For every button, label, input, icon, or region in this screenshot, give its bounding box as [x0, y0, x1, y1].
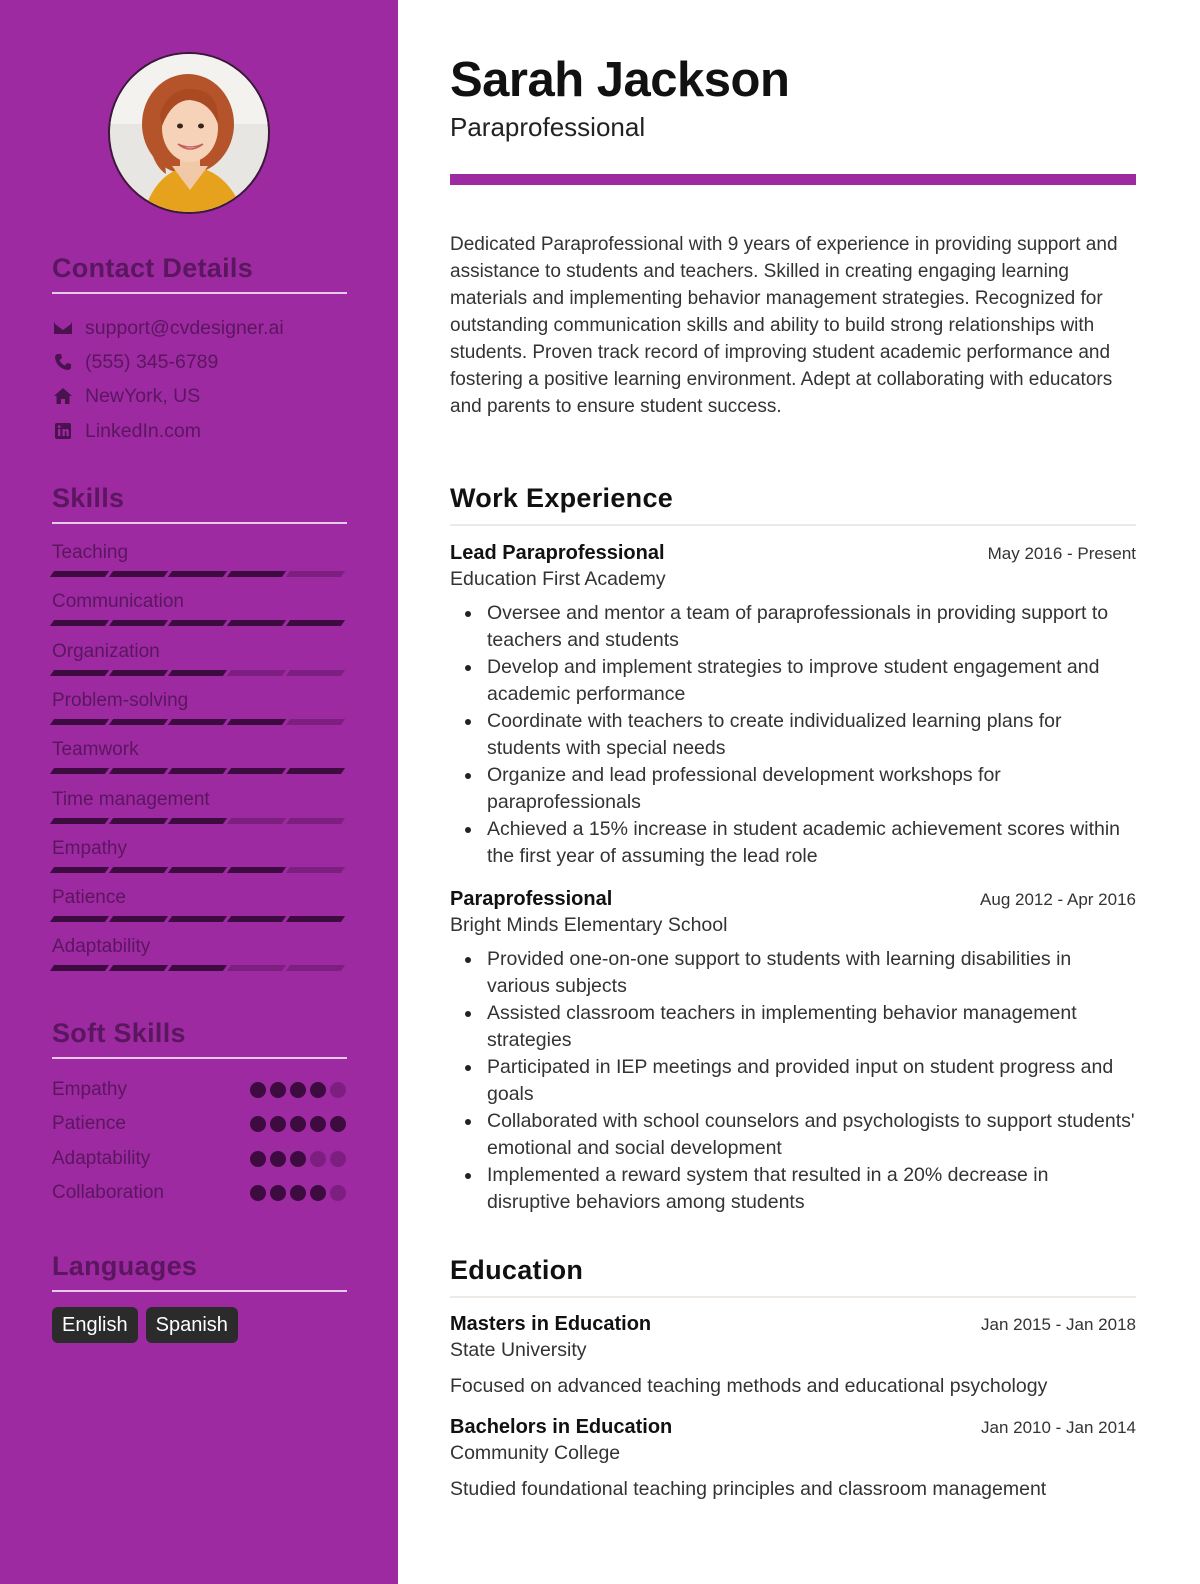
languages-list — [52, 1307, 238, 1343]
degree-date: Jan 2015 - Jan 2018 — [980, 1315, 1136, 1334]
skill-level-segment — [50, 867, 109, 873]
soft-skill-item — [52, 1146, 346, 1172]
contact-linkedin-text: LinkedIn.com — [85, 419, 201, 442]
contact-location — [52, 383, 200, 409]
contact-email[interactable] — [52, 315, 284, 341]
job-date: Aug 2012 - Apr 2016 — [980, 890, 1136, 909]
skill-level-segment — [168, 867, 227, 873]
skill-level-segment — [227, 916, 286, 922]
skill-level-segment — [168, 620, 227, 626]
skill-level-bar — [52, 818, 346, 824]
envelope-icon — [52, 318, 74, 338]
languages-heading: Languages — [52, 1251, 347, 1292]
contact-heading: Contact Details — [52, 253, 347, 294]
language-pill: Spanish — [146, 1307, 238, 1343]
education-entry — [450, 1313, 1136, 1398]
skill-label: Time management — [52, 789, 210, 810]
soft-skill-item — [52, 1180, 346, 1206]
skill-item — [52, 788, 346, 824]
candidate-role: Paraprofessional — [450, 112, 646, 142]
skill-level-segment — [168, 670, 227, 676]
skill-level-segment — [286, 818, 345, 824]
job-bullet: Implemented a reward system that resulted in a 20% decrease in disruptive behaviors among students — [450, 1162, 1136, 1216]
contact-phone-text: (555) 345-6789 — [85, 350, 219, 373]
soft-skill-label: Adaptability — [52, 1148, 151, 1169]
skill-level-bar — [52, 768, 346, 774]
contact-email-text: support@cvdesigner.ai — [85, 316, 284, 339]
job-organization: Bright Minds Elementary School — [450, 914, 728, 936]
linkedin-icon — [52, 421, 74, 441]
soft-skill-label: Patience — [52, 1113, 126, 1134]
skill-level-bar — [52, 670, 346, 676]
job-bullets — [450, 946, 1136, 1216]
work-heading: Work Experience — [450, 483, 1136, 526]
rating-dot — [270, 1082, 286, 1098]
skill-level-segment — [286, 768, 345, 774]
skill-label: Empathy — [52, 838, 127, 859]
rating-dot — [290, 1116, 306, 1132]
skill-level-segment — [50, 916, 109, 922]
skill-level-segment — [50, 719, 109, 725]
skill-level-segment — [50, 818, 109, 824]
skill-level-segment — [168, 818, 227, 824]
skill-level-segment — [168, 571, 227, 577]
skill-level-segment — [50, 571, 109, 577]
rating-dot — [270, 1116, 286, 1132]
rating-dot — [270, 1185, 286, 1201]
degree-date: Jan 2010 - Jan 2014 — [980, 1418, 1136, 1437]
sidebar — [0, 0, 398, 1584]
rating-dot — [310, 1082, 326, 1098]
skill-level-bar — [52, 916, 346, 922]
work-entry — [450, 888, 1136, 1216]
skill-level-segment — [227, 768, 286, 774]
degree-description: Studied foundational teaching principles and classroom management — [450, 1478, 1047, 1500]
rating-dot — [310, 1151, 326, 1167]
soft-skill-item — [52, 1077, 346, 1103]
skill-level-segment — [227, 867, 286, 873]
rating-dot — [290, 1151, 306, 1167]
rating-dot — [250, 1151, 266, 1167]
skill-label: Patience — [52, 887, 126, 908]
skill-level-segment — [168, 719, 227, 725]
rating-dot — [310, 1116, 326, 1132]
job-title: Lead Paraprofessional — [450, 542, 665, 564]
skill-item — [52, 541, 346, 577]
education-entry — [450, 1416, 1136, 1501]
skill-level-segment — [286, 719, 345, 725]
rating-dot — [270, 1151, 286, 1167]
school-name: Community College — [450, 1442, 621, 1464]
skill-level-segment — [227, 620, 286, 626]
job-bullet: Oversee and mentor a team of paraprofessionals in providing support to teachers and students — [450, 600, 1136, 654]
job-bullet: Coordinate with teachers to create individualized learning plans for students with special needs — [450, 708, 1136, 762]
contact-linkedin[interactable] — [52, 418, 201, 444]
skill-label: Communication — [52, 591, 184, 612]
work-entry — [450, 542, 1136, 870]
skill-level-bar — [52, 719, 346, 725]
skill-label: Adaptability — [52, 936, 151, 957]
soft-skill-label: Empathy — [52, 1079, 127, 1100]
skill-level-segment — [168, 768, 227, 774]
rating-dot — [290, 1082, 306, 1098]
skill-level-segment — [286, 965, 345, 971]
soft-skill-item — [52, 1111, 346, 1137]
phone-icon — [52, 352, 74, 372]
school-name: State University — [450, 1339, 587, 1361]
skill-item — [52, 886, 346, 922]
skill-level-segment — [286, 571, 345, 577]
skill-item — [52, 689, 346, 725]
profile-summary: Dedicated Paraprofessional with 9 years of experience in providing support and assistance to students and teachers. Skilled in creating engaging learning materials and implementing behavior management strategies. Recognized for outstanding communication skills and ability to build strong relationships with students. Proven track record of improving student academic performance and fostering a positive learning environment. Adept at collaborating with educators and parents to ensure student success. — [450, 234, 1118, 417]
skill-level-segment — [286, 867, 345, 873]
degree-title: Masters in Education — [450, 1313, 652, 1335]
job-bullets — [450, 600, 1136, 870]
rating-dot — [330, 1082, 346, 1098]
job-organization: Education First Academy — [450, 568, 666, 590]
skill-item — [52, 837, 346, 873]
rating-dot — [330, 1185, 346, 1201]
skill-label: Teamwork — [52, 739, 139, 760]
soft-skill-rating — [250, 1082, 346, 1098]
skill-level-segment — [109, 965, 168, 971]
skill-level-segment — [227, 818, 286, 824]
profile-photo — [108, 52, 270, 214]
skill-level-segment — [50, 620, 109, 626]
job-bullet: Develop and implement strategies to improve student engagement and academic performance — [450, 654, 1136, 708]
education-heading: Education — [450, 1255, 1136, 1298]
degree-title: Bachelors in Education — [450, 1416, 673, 1438]
skill-level-segment — [286, 670, 345, 676]
job-bullet: Achieved a 15% increase in student academic achievement scores within the first year of assuming the lead role — [450, 816, 1136, 870]
skill-label: Organization — [52, 641, 160, 662]
skill-level-segment — [109, 719, 168, 725]
skill-label: Problem-solving — [52, 690, 189, 711]
skill-level-segment — [109, 916, 168, 922]
skill-level-segment — [227, 571, 286, 577]
rating-dot — [290, 1185, 306, 1201]
soft-skills-heading: Soft Skills — [52, 1018, 347, 1059]
job-bullet: Collaborated with school counselors and psychologists to support students' emotional and social development — [450, 1108, 1136, 1162]
skill-level-segment — [168, 916, 227, 922]
rating-dot — [310, 1185, 326, 1201]
skill-level-segment — [109, 867, 168, 873]
skill-level-segment — [227, 719, 286, 725]
job-bullet: Organize and lead professional development workshops for paraprofessionals — [450, 762, 1136, 816]
soft-skill-label: Collaboration — [52, 1182, 164, 1203]
skill-level-segment — [227, 670, 286, 676]
skills-heading: Skills — [52, 483, 347, 524]
skill-level-segment — [227, 965, 286, 971]
accent-divider — [450, 174, 1136, 185]
rating-dot — [250, 1185, 266, 1201]
skill-level-bar — [52, 965, 346, 971]
skill-level-segment — [109, 818, 168, 824]
contact-location-text: NewYork, US — [85, 384, 201, 407]
skill-item — [52, 935, 346, 971]
rating-dot — [250, 1082, 266, 1098]
skill-label: Teaching — [52, 542, 129, 563]
language-pill: English — [52, 1307, 138, 1343]
skill-level-bar — [52, 571, 346, 577]
soft-skill-rating — [250, 1116, 346, 1132]
skill-level-segment — [50, 965, 109, 971]
job-bullet: Participated in IEP meetings and provided input on student progress and goals — [450, 1054, 1136, 1108]
rating-dot — [330, 1151, 346, 1167]
skill-level-segment — [109, 620, 168, 626]
contact-phone[interactable] — [52, 349, 218, 375]
skill-level-segment — [168, 965, 227, 971]
skill-level-bar — [52, 620, 346, 626]
job-title: Paraprofessional — [450, 888, 613, 910]
home-icon — [52, 386, 74, 406]
job-bullet: Provided one-on-one support to students with learning disabilities in various subjects — [450, 946, 1136, 1000]
job-bullet: Assisted classroom teachers in implementing behavior management strategies — [450, 1000, 1136, 1054]
rating-dot — [330, 1116, 346, 1132]
skill-level-segment — [286, 620, 345, 626]
skill-item — [52, 738, 346, 774]
candidate-name: Sarah Jackson — [450, 53, 790, 107]
skill-level-segment — [109, 768, 168, 774]
skill-item — [52, 590, 346, 626]
skill-level-segment — [109, 571, 168, 577]
skill-item — [52, 640, 346, 676]
portrait-illustration — [110, 54, 270, 214]
job-date: May 2016 - Present — [987, 544, 1136, 563]
skill-level-segment — [286, 916, 345, 922]
soft-skill-rating — [250, 1151, 346, 1167]
skill-level-segment — [50, 670, 109, 676]
skill-level-segment — [109, 670, 168, 676]
skill-level-segment — [50, 768, 109, 774]
soft-skill-rating — [250, 1185, 346, 1201]
skill-level-bar — [52, 867, 346, 873]
rating-dot — [250, 1116, 266, 1132]
degree-description: Focused on advanced teaching methods and educational psychology — [450, 1375, 1048, 1397]
